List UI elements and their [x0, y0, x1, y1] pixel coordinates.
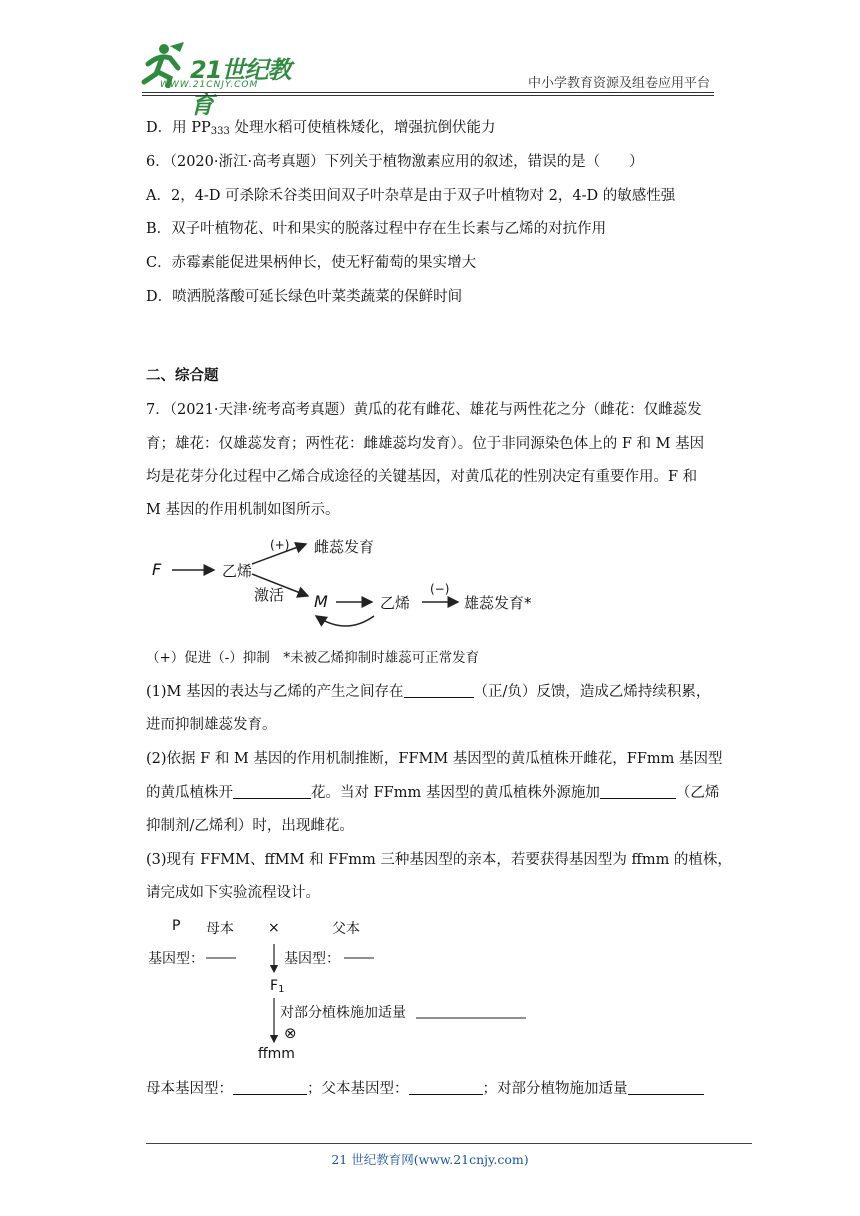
cross-apply: 对部分植株施加适量 — [280, 1005, 406, 1021]
cross-mother: 母本 — [206, 921, 234, 937]
answer-blank-1[interactable] — [404, 682, 474, 698]
answer-blank-father[interactable] — [409, 1079, 483, 1095]
diagram-F: F — [152, 560, 162, 579]
answer-blank-2[interactable] — [233, 783, 311, 799]
q7-part3-line2: 请完成如下实验流程设计。 — [146, 885, 320, 901]
footer-text[interactable]: 21 世纪教育网(www.21cnjy.com) — [331, 1152, 529, 1167]
diagram-ethylene-2: 乙烯 — [380, 594, 411, 612]
q6-option-b: B．双子叶植物花、叶和果实的脱落过程中存在生长素与乙烯的对抗作用 — [146, 221, 607, 237]
mechanism-diagram — [146, 532, 566, 636]
cross-symbol: × — [268, 920, 280, 936]
platform-name: 中小学教育资源及组卷应用平台 — [528, 76, 711, 91]
q7-part2-line1: (2)依据 F 和 M 基因的作用机制推断，FFMM 基因型的黄瓜植株开雌花，FFmm 基因型 — [146, 751, 723, 767]
site-logo — [140, 42, 310, 119]
selfing-icon: ⊗ — [284, 1024, 297, 1042]
q7-line-3: 均是花芽分化过程中乙烯合成途径的关键基因，对黄瓜花的性别决定有重要作用。F 和 — [146, 469, 698, 485]
q7-line-4: M 基因的作用机制如图所示。 — [146, 502, 340, 518]
cross-genotype-mother: 基因型： — [148, 951, 204, 967]
answer-blank-3[interactable] — [600, 783, 676, 799]
logo-url: WWW.21CNJY.COM — [160, 80, 259, 90]
cross-scheme-diagram — [146, 912, 546, 1072]
diagram-legend: （+）促进（-）抑制 *未被乙烯抑制时雄蕊可正常发育 — [146, 650, 480, 666]
diagram-activate: 激活 — [254, 586, 285, 604]
q6-option-d: D．喷洒脱落酸可延长绿色叶菜类蔬菜的保鲜时间 — [146, 289, 463, 305]
answer-blank-apply[interactable] — [628, 1079, 704, 1095]
cross-father: 父本 — [332, 921, 360, 937]
q7-part3-answers: 母本基因型： ；父本基因型： ；对部分植物施加适量 — [146, 1079, 704, 1099]
header-rule-2 — [142, 95, 714, 96]
q7-line-1: 7．（2021·天津·统考高考真题）黄瓜的花有雌花、雄花与两性花之分（雌花：仅雌蕊发 — [146, 402, 702, 418]
logo-text: 21世纪教育 — [190, 56, 291, 119]
cross-result: ffmm — [258, 1046, 295, 1062]
q5-option-d: D．用 $PP_{333}$ 处理水稻可使植株矮化，增强抗倒伏能力 — [146, 120, 496, 137]
diagram-female-development: 雌蕊发育 — [314, 538, 375, 556]
q7-part1-line1: (1)M 基因的表达与乙烯的产生之间存在 （正/负）反馈，造成乙烯持续积累， — [146, 684, 711, 700]
q7-part2-line2: 的黄瓜植株开 花。当对 FFmm 基因型的黄瓜植株外源施加 （乙烯 — [146, 785, 720, 801]
cross-genotype-father: 基因型： — [284, 951, 340, 967]
q7-part2-line3: 抑制剂/乙烯利）时，出现雌花。 — [146, 818, 354, 834]
header-rule — [142, 92, 714, 93]
section-heading: 二、综合题 — [146, 367, 219, 384]
diagram-M: M — [314, 592, 328, 611]
diagram-ethylene-1: 乙烯 — [222, 562, 253, 580]
diagram-promote: (+) — [270, 538, 290, 552]
footer-rule — [146, 1143, 752, 1144]
q7-part1-line2: 进而抑制雄蕊发育。 — [146, 717, 277, 733]
q7-part3-line1: (3)现有 FFMM、ffMM 和 FFmm 三种基因型的亲本，若要获得基因型为 ffmm 的植株， — [146, 852, 732, 868]
diagram-male-development: 雄蕊发育* — [464, 594, 532, 612]
cross-F1: $F_1$ — [270, 978, 285, 995]
q6-option-a: A．2，4-D 可杀除禾谷类田间双子叶杂草是由于双子叶植物对 2，4-D 的敏感性强 — [146, 188, 676, 204]
q7-line-2: 育；雄花：仅雄蕊发育；两性花：雌雄蕊均发育）。位于非同源染色体上的 F 和 M 基因 — [146, 436, 705, 452]
answer-blank-mother[interactable] — [233, 1079, 307, 1095]
q6-stem: 6．（2020·浙江·高考真题）下列关于植物激素应用的叙述，错误的是（ ） — [146, 154, 644, 170]
q6-option-c: C．赤霉素能促进果柄伸长，使无籽葡萄的果实增大 — [146, 255, 477, 271]
cross-P: P — [172, 918, 181, 934]
diagram-inhibit: (−) — [430, 582, 450, 596]
